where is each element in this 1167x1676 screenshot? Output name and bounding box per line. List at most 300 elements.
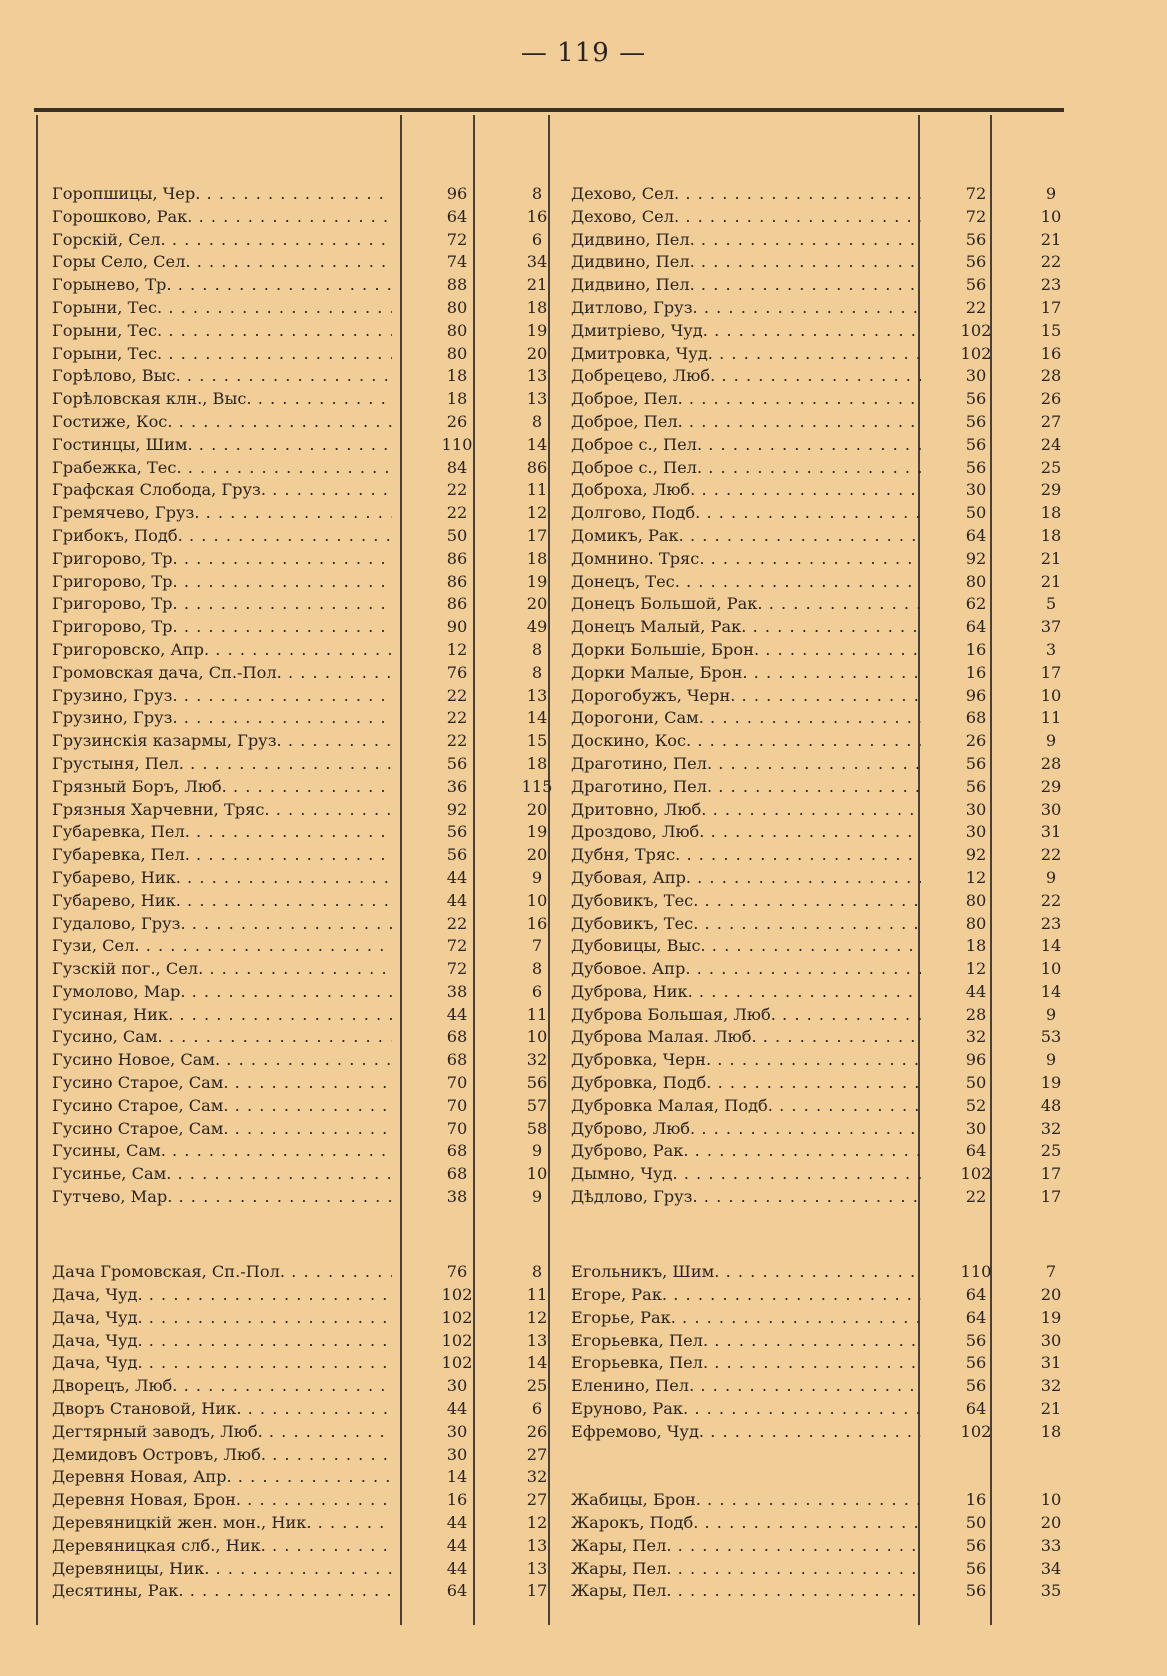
entry-name: Дмитріево, Чуд. . . . [571, 320, 921, 343]
index-entry [571, 616, 1081, 639]
entry-number: 20 [526, 845, 548, 865]
entry-name: Горскій, Сел. . . . [52, 229, 392, 252]
index-entry [571, 388, 1081, 411]
index-entry [52, 1004, 552, 1027]
entry-number: 17 [1040, 1164, 1062, 1184]
index-entry [571, 1466, 1081, 1489]
entry-number: 8 [531, 959, 543, 979]
index-entry [571, 890, 1081, 913]
entry-name: Драготино, Пел. . . . [571, 776, 921, 799]
index-entry [571, 457, 1081, 480]
index-entry [571, 981, 1081, 1004]
entry-number: 14 [526, 708, 548, 728]
entry-name: Гусинье, Сам. . . . [52, 1163, 392, 1186]
entry-name: Григоровско, Апр. . . . [52, 639, 392, 662]
entry-number: 14 [526, 1353, 548, 1373]
index-entry [52, 616, 552, 639]
entry-page: 18 [965, 936, 987, 956]
index-entry [52, 548, 552, 571]
entry-name: Жары, Пел. . . . [571, 1580, 921, 1603]
entry-number: 10 [1040, 959, 1062, 979]
entry-number: 13 [526, 1535, 548, 1555]
entry-page: 22 [446, 731, 468, 751]
index-entry [571, 1118, 1081, 1141]
entry-page: 80 [965, 913, 987, 933]
entry-page: 72 [446, 229, 468, 249]
entry-page: 92 [446, 799, 468, 819]
entry-number: 9 [1045, 731, 1057, 751]
entry-number: 86 [526, 457, 548, 477]
entry-page: 56 [965, 1330, 987, 1350]
entry-page: 102 [960, 320, 992, 340]
entry-name: Дубовицы, Выс. . . . [571, 935, 921, 958]
entry-page: 22 [446, 913, 468, 933]
index-entry [52, 639, 552, 662]
index-entry [571, 206, 1081, 229]
entry-page: 72 [446, 936, 468, 956]
entry-page: 28 [965, 1004, 987, 1024]
entry-page: 68 [446, 1164, 468, 1184]
left-column [52, 183, 552, 1603]
top-rule [34, 108, 1064, 112]
entry-name: Гудалово, Груз. . . . [52, 913, 392, 936]
entry-number: 10 [1040, 685, 1062, 705]
index-entry [52, 1535, 552, 1558]
entry-page: 92 [965, 845, 987, 865]
index-entry [52, 571, 552, 594]
entry-number: 15 [526, 731, 548, 751]
entry-number: 11 [526, 1285, 548, 1305]
index-entry [571, 183, 1081, 206]
entry-name: Деревяницкая слб., Ник. . . . [52, 1535, 392, 1558]
entry-number: 32 [526, 1467, 548, 1487]
index-entry [52, 799, 552, 822]
entry-number: 48 [1040, 1095, 1062, 1115]
entry-number: 31 [1040, 1353, 1062, 1373]
entry-number: 21 [1040, 229, 1062, 249]
entry-number: 29 [1040, 776, 1062, 796]
entry-number: 6 [531, 1399, 543, 1419]
index-entry [52, 662, 552, 685]
entry-page: 50 [965, 503, 987, 523]
index-entry [52, 411, 552, 434]
entry-number: 3 [1045, 639, 1057, 659]
index-entry [571, 662, 1081, 685]
entry-number: 22 [1040, 890, 1062, 910]
entry-page: 22 [446, 480, 468, 500]
entry-name: Дуброва, Ник. . . . [571, 981, 921, 1004]
entry-number: 16 [1040, 343, 1062, 363]
index-entry [571, 935, 1081, 958]
entry-number: 10 [526, 890, 548, 910]
entry-name: Жары, Пел. . . . [571, 1535, 921, 1558]
entry-name: Егольникъ, Шим. . . . [571, 1261, 921, 1284]
entry-number: 17 [526, 1581, 548, 1601]
entry-number: 27 [526, 1490, 548, 1510]
entry-name: Грабежка, Тес. . . . [52, 457, 392, 480]
index-entry [52, 479, 552, 502]
entry-page: 88 [446, 275, 468, 295]
index-entry [571, 1421, 1081, 1444]
entry-number: 16 [526, 913, 548, 933]
entry-number: 9 [531, 1187, 543, 1207]
index-entry [571, 365, 1081, 388]
entry-page: 56 [965, 434, 987, 454]
entry-name: Горыни, Тес. . . . [52, 343, 392, 366]
entry-number: 19 [1040, 1073, 1062, 1093]
entry-number: 23 [1040, 275, 1062, 295]
entry-name: Дуброва Малая. Люб. . . . [571, 1026, 921, 1049]
entry-page: 64 [446, 1581, 468, 1601]
index-entry [52, 525, 552, 548]
index-entry [52, 821, 552, 844]
entry-name: Гусино Старое, Сам. . . . [52, 1095, 392, 1118]
entry-number: 10 [1040, 1490, 1062, 1510]
entry-page: 44 [446, 1513, 468, 1533]
entry-number: 27 [1040, 411, 1062, 431]
entry-name: Донецъ Малый, Рак. . . . [571, 616, 921, 639]
entry-name: Дача, Чуд. . . . [52, 1352, 392, 1375]
entry-name: Дроздово, Люб. . . . [571, 821, 921, 844]
entry-name: Донецъ, Тес. . . . [571, 571, 921, 594]
section-gap [571, 1209, 1081, 1261]
entry-number: 13 [526, 1558, 548, 1578]
entry-number: 32 [526, 1050, 548, 1070]
entry-number: 17 [526, 525, 548, 545]
entry-page: 64 [965, 525, 987, 545]
entry-name: Горошково, Рак. . . . [52, 206, 392, 229]
entry-number: 53 [1040, 1027, 1062, 1047]
index-entry [52, 1558, 552, 1581]
entry-number: 8 [531, 662, 543, 682]
index-entry [571, 1489, 1081, 1512]
entry-number: 26 [526, 1421, 548, 1441]
entry-page: 102 [441, 1307, 473, 1327]
entry-name: Дача, Чуд. . . . [52, 1284, 392, 1307]
entry-page: 30 [446, 1421, 468, 1441]
index-entry [52, 1466, 552, 1489]
index-entry [571, 1163, 1081, 1186]
entry-number: 27 [526, 1444, 548, 1464]
index-entry [571, 913, 1081, 936]
index-entry [571, 821, 1081, 844]
index-entry [571, 799, 1081, 822]
entry-number: 5 [1045, 594, 1057, 614]
index-entry [571, 229, 1081, 252]
entry-name: Григорово, Тр. . . . [52, 616, 392, 639]
entry-name: Дубовая, Апр. . . . [571, 867, 921, 890]
entry-number: 34 [526, 252, 548, 272]
entry-name: Долгово, Подб. . . . [571, 502, 921, 525]
entry-name: Грязный Боръ, Люб. . . . [52, 776, 392, 799]
entry-name: Жары, Пел. . . . [571, 1558, 921, 1581]
entry-name: Дѣдлово, Груз. . . . [571, 1186, 921, 1209]
entry-number: 17 [1040, 297, 1062, 317]
entry-number: 9 [1045, 867, 1057, 887]
entry-number: 20 [1040, 1285, 1062, 1305]
entry-name: Дорогобужъ, Черн. . . . [571, 685, 921, 708]
index-entry [571, 1307, 1081, 1330]
entry-page: 72 [965, 206, 987, 226]
entry-number: 10 [1040, 206, 1062, 226]
entry-name: Дорки Малые, Брон. . . . [571, 662, 921, 685]
entry-page: 14 [446, 1467, 468, 1487]
entry-number: 12 [526, 503, 548, 523]
entry-name: Дегтярный заводъ, Люб. . . . [52, 1421, 392, 1444]
entry-page: 72 [446, 959, 468, 979]
entry-name: Гутчево, Мар. . . . [52, 1186, 392, 1209]
entry-name: Деревня Новая, Брон. . . . [52, 1489, 392, 1512]
index-entry [571, 1072, 1081, 1095]
entry-page: 64 [965, 1307, 987, 1327]
entry-name: Доброе с., Пел. . . . [571, 457, 921, 480]
index-entry [52, 913, 552, 936]
entry-page: 56 [965, 275, 987, 295]
entry-page: 18 [446, 366, 468, 386]
index-entry [52, 343, 552, 366]
index-entry [571, 593, 1081, 616]
entry-number: 9 [1045, 1004, 1057, 1024]
index-entry [52, 776, 552, 799]
entry-name: Дубовикъ, Тес. . . . [571, 913, 921, 936]
entry-number: 11 [526, 480, 548, 500]
entry-number: 32 [1040, 1118, 1062, 1138]
index-entry [52, 1095, 552, 1118]
entry-page: 22 [446, 503, 468, 523]
index-entry [52, 1421, 552, 1444]
index-entry [571, 571, 1081, 594]
entry-name: Дубровка, Черн. . . . [571, 1049, 921, 1072]
entry-number: 49 [526, 617, 548, 637]
entry-name: Дача Громовская, Сп.-Пол. . . . [52, 1261, 392, 1284]
entry-name: Горыни, Тес. . . . [52, 297, 392, 320]
entry-number: 22 [1040, 252, 1062, 272]
entry-name: Егоре, Рак. . . . [571, 1284, 921, 1307]
entry-page: 62 [965, 594, 987, 614]
entry-page: 64 [965, 1285, 987, 1305]
entry-page: 56 [965, 1376, 987, 1396]
entry-page: 86 [446, 571, 468, 591]
index-entry [52, 1118, 552, 1141]
entry-page: 56 [965, 411, 987, 431]
entry-page: 102 [960, 1421, 992, 1441]
entry-name: Домикъ, Рак. . . . [571, 525, 921, 548]
index-entry [571, 730, 1081, 753]
index-entry [52, 1140, 552, 1163]
entry-page: 12 [965, 959, 987, 979]
entry-name: Дуброво, Люб. . . . [571, 1118, 921, 1141]
entry-name: Губаревка, Пел. . . . [52, 821, 392, 844]
entry-name: Григорово, Тр. . . . [52, 548, 392, 571]
index-entry [571, 1026, 1081, 1049]
index-entry [571, 1398, 1081, 1421]
index-entry [52, 730, 552, 753]
entry-number: 19 [526, 571, 548, 591]
index-entry [52, 1163, 552, 1186]
index-entry [571, 1352, 1081, 1375]
page-number: — 119 — [520, 38, 647, 68]
entry-number: 19 [526, 822, 548, 842]
entry-name: Ефремово, Чуд. . . . [571, 1421, 921, 1444]
entry-page: 102 [960, 343, 992, 363]
index-entry [52, 844, 552, 867]
index-entry [52, 388, 552, 411]
index-entry [52, 365, 552, 388]
entry-number: 6 [531, 981, 543, 1001]
entry-name: Грузино, Груз. . . . [52, 685, 392, 708]
entry-page: 22 [446, 708, 468, 728]
entry-name: Еруново, Рак. . . . [571, 1398, 921, 1421]
entry-number: 21 [1040, 548, 1062, 568]
index-entry [52, 274, 552, 297]
entry-name: Дача, Чуд. . . . [52, 1330, 392, 1353]
entry-number: 12 [526, 1307, 548, 1327]
index-entry [52, 434, 552, 457]
entry-number: 21 [526, 275, 548, 295]
entry-name: Гостинцы, Шим. . . . [52, 434, 392, 457]
index-entry [571, 1558, 1081, 1581]
entry-number: 18 [526, 297, 548, 317]
entry-number: 18 [526, 548, 548, 568]
entry-number: 8 [531, 639, 543, 659]
entry-page: 22 [446, 685, 468, 705]
entry-number: 17 [1040, 1187, 1062, 1207]
entry-name: Горѣловская клн., Выс. . . . [52, 388, 392, 411]
entry-number: 19 [526, 320, 548, 340]
entry-page: 70 [446, 1095, 468, 1115]
entry-page: 68 [446, 1050, 468, 1070]
entry-number: 25 [526, 1376, 548, 1396]
index-entry [571, 297, 1081, 320]
entry-name: Дача, Чуд. . . . [52, 1307, 392, 1330]
entry-name: Егорьевка, Пел. . . . [571, 1352, 921, 1375]
entry-name: Дубовикъ, Тес. . . . [571, 890, 921, 913]
entry-page: 44 [446, 1558, 468, 1578]
entry-number: 56 [526, 1073, 548, 1093]
entry-name: Дидвино, Пел. . . . [571, 274, 921, 297]
entry-page: 80 [965, 890, 987, 910]
index-entry [571, 320, 1081, 343]
index-entry [571, 753, 1081, 776]
entry-number: 23 [1040, 913, 1062, 933]
entry-number: 14 [1040, 981, 1062, 1001]
index-entry [571, 1330, 1081, 1353]
entry-number: 25 [1040, 457, 1062, 477]
index-entry [52, 1375, 552, 1398]
entry-page: 32 [965, 1027, 987, 1047]
entry-name: Доброе с., Пел. . . . [571, 434, 921, 457]
entry-page: 50 [965, 1073, 987, 1093]
entry-number: 24 [1040, 434, 1062, 454]
entry-page: 56 [446, 753, 468, 773]
entry-page: 56 [446, 822, 468, 842]
index-entry [52, 1512, 552, 1535]
entry-page: 16 [965, 662, 987, 682]
entry-number: 9 [531, 867, 543, 887]
entry-name: Дворъ Становой, Ник. . . . [52, 1398, 392, 1421]
entry-page: 50 [446, 525, 468, 545]
entry-page: 80 [965, 571, 987, 591]
index-entry [52, 1352, 552, 1375]
entry-number: 34 [1040, 1558, 1062, 1578]
entry-page: 30 [446, 1376, 468, 1396]
index-entry [52, 1049, 552, 1072]
entry-name: Дубня, Тряс. . . . [571, 844, 921, 867]
index-entry [52, 958, 552, 981]
index-entry [52, 1261, 552, 1284]
entry-name: Григорово, Тр. . . . [52, 571, 392, 594]
entry-page: 16 [965, 1490, 987, 1510]
entry-page: 44 [446, 1004, 468, 1024]
entry-page: 84 [446, 457, 468, 477]
entry-name: Дорки Большіе, Брон. . . . [571, 639, 921, 662]
entry-page: 110 [960, 1262, 992, 1282]
index-entry [52, 320, 552, 343]
index-entry [52, 251, 552, 274]
entry-number: 25 [1040, 1141, 1062, 1161]
index-entry [52, 229, 552, 252]
entry-number: 17 [1040, 662, 1062, 682]
entry-number: 31 [1040, 822, 1062, 842]
entry-number: 22 [1040, 845, 1062, 865]
entry-page: 56 [965, 753, 987, 773]
entry-page: 12 [965, 867, 987, 887]
entry-number: 29 [1040, 480, 1062, 500]
entry-name: Дымно, Чуд. . . . [571, 1163, 921, 1186]
entry-name: Дворецъ, Люб. . . . [52, 1375, 392, 1398]
entry-name: Доброха, Люб. . . . [571, 479, 921, 502]
entry-number: 13 [526, 366, 548, 386]
entry-name: Дубовое. Апр. . . . [571, 958, 921, 981]
entry-name: Грибокъ, Подб. . . . [52, 525, 392, 548]
entry-number: 7 [1045, 1262, 1057, 1282]
entry-name: Дехово, Сел. . . . [571, 206, 921, 229]
entry-page: 64 [965, 1399, 987, 1419]
index-entry [571, 479, 1081, 502]
index-entry [571, 776, 1081, 799]
entry-name: Жабицы, Брон. . . . [571, 1489, 921, 1512]
index-entry [571, 1444, 1081, 1467]
entry-name: Дубровка, Подб. . . . [571, 1072, 921, 1095]
entry-name: Дритовно, Люб. . . . [571, 799, 921, 822]
index-entry [571, 1512, 1081, 1535]
entry-page: 56 [965, 252, 987, 272]
entry-name: Егорьевка, Пел. . . . [571, 1330, 921, 1353]
entry-number: 57 [526, 1095, 548, 1115]
index-entry [52, 935, 552, 958]
index-entry [571, 844, 1081, 867]
entry-number: 10 [526, 1164, 548, 1184]
entry-page: 38 [446, 981, 468, 1001]
entry-name: Драготино, Пел. . . . [571, 753, 921, 776]
entry-page: 56 [965, 229, 987, 249]
entry-number: 10 [526, 1027, 548, 1047]
index-entry [571, 1049, 1081, 1072]
entry-page: 12 [446, 639, 468, 659]
entry-name: Дмитровка, Чуд. . . . [571, 343, 921, 366]
entry-page: 92 [965, 548, 987, 568]
index-entry [52, 1284, 552, 1307]
entry-number: 9 [1045, 1050, 1057, 1070]
entry-name: Егорье, Рак. . . . [571, 1307, 921, 1330]
entry-name: Дидвино, Пел. . . . [571, 251, 921, 274]
entry-page: 56 [965, 776, 987, 796]
entry-page: 76 [446, 662, 468, 682]
entry-page: 18 [446, 389, 468, 409]
entry-page: 36 [446, 776, 468, 796]
entry-name: Громовская дача, Сп.-Пол. . . . [52, 662, 392, 685]
entry-name: Донецъ Большой, Рак. . . . [571, 593, 921, 616]
